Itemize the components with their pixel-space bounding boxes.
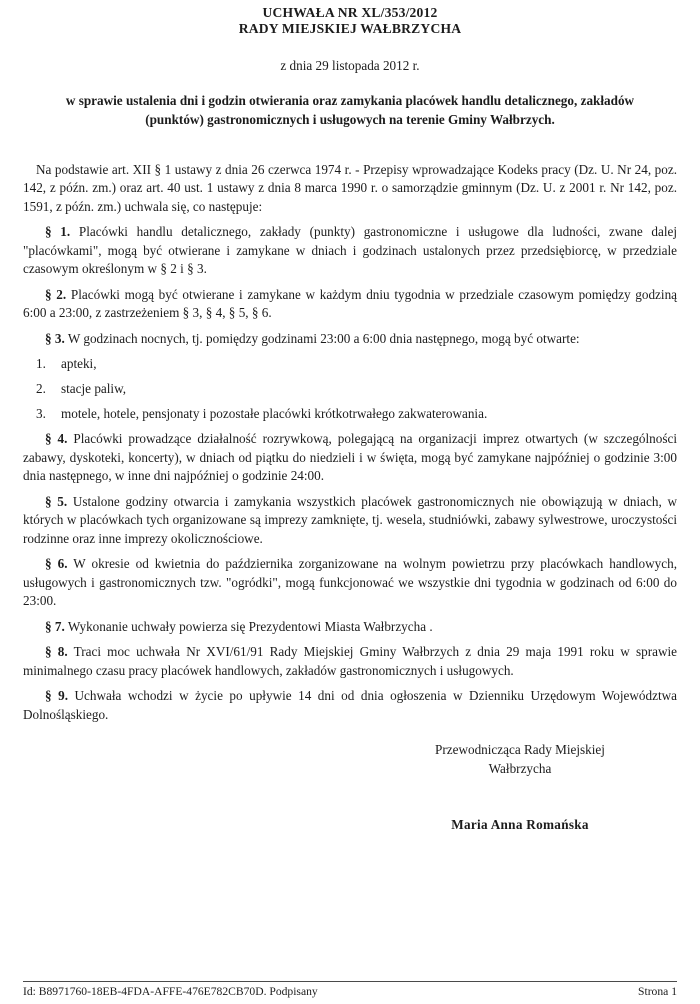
list-item-text-2: stacje paliw, [61,380,127,396]
section-number-6: § 6. [45,556,68,571]
section-paragraph-5 [23,493,677,549]
preamble-paragraph: Na podstawie art. XII § 1 ustawy z dnia 26 czerwca 1974 r. - Przepisy wprowadzające Kodeks pracy (Dz. U. Nr 24, poz. 142, z późn. zm.) oraz art. 40 ust. 1 ustawy z dnia 8 marca 1990 r. o samorządzie gminnym (Dz. U. z 2001 r. Nr 142, poz. 1591, z późn. zm.) uchwala się, co następuje: [23,161,677,214]
signature-role-line2: Wałbrzycha [488,761,552,776]
list-item-3 [23,405,677,424]
section-text-2: Placówki mogą być otwierane i zamykane w każdym dniu tygodnia w przedziale czasowym pomiędzy godziną 6:00 a 23:00, z zastrzeżeniem § 3, § 4, § 5, § 6. [23,286,678,320]
list-item-1 [23,355,677,374]
section-paragraph-8 [23,643,677,680]
list-item-number-1: 1. [36,355,46,371]
list-item-number-2: 2. [36,380,46,396]
section-number-7: § 7. [45,618,65,634]
section-paragraph-4 [23,430,677,486]
page-number: Strona 1 [638,985,677,998]
section-paragraph-1 [23,223,677,279]
section-text-5: Ustalone godziny otwarcia i zamykania wszystkich placówek gastronomicznych nie obowiązują w dniach, w których w placówkach tych organizowane są imprezy zamknięte, tj. wesela, studniówki, zabawy sylwestrowe, uroczystości rodzinne oraz inne imprezy okolicznościowe. [23,493,678,546]
section-text-1: Placówki handlu detalicznego, zakłady (punkty) gastronomiczne i usługowe dla ludności, zwane dalej "placówkami", mogą być otwierane i zamykane w dniach i godzinach ustalonych przez przedsiębiorcę, w przedziale czasowym określonym w § 2 i § 3. [23,224,677,276]
section-text-4: Placówki prowadzące działalność rozrywkową, polegającą na organizacji imprez otwartych (w szczególności zabawy, dyskoteki, koncerty), w dniach od piątku do niedzieli i w święta, mogą być zamykane najpóźniej o godzinie 3:00 dnia następnego, w inne dni najpóźniej o godzinie 24:00. [23,431,678,483]
signature-block [375,740,665,834]
list-item-number-3: 3. [36,405,46,421]
section-paragraph-6 [23,555,677,611]
section-number-5: § 5. [45,493,68,509]
section-number-1: § 1. [45,224,71,239]
section-paragraph-2 [23,286,677,323]
document-title-line1: UCHWAŁA NR XL/353/2012 [262,5,438,20]
section-text-8: Traci moc uchwała Nr XVI/61/91 Rady Miejskiej Gminy Wałbrzych z dnia 29 maja 1991 roku w sprawie minimalnego czasu pracy placówek handlowych, zakładów gastronomicznych i usługowych. [23,644,678,678]
document-subject: w sprawie ustalenia dni i godzin otwierania oraz zamykania placówek handlu detalicznego, zakładów (punktów) gastronomicznych i usługowych na terenie Gminy Wałbrzych. [65,92,635,127]
section-text-6: W okresie od kwietnia do października zorganizowane na wolnym powietrzu przy placówkach handlowych, usługowych i gastronomicznych tzw. "ogródki", mogą funkcjonować we wszystkie dni tygodnia w godzinach od 6:00 do 23:00. [23,556,678,608]
night-open-list [23,355,677,424]
section-paragraph-3 [23,330,677,349]
section-number-3: § 3. [45,330,65,346]
document-id: Id: B8971760-18EB-4FDA-AFFE-476E782CB70D. Podpisany [23,985,318,998]
section-text-7: Wykonanie uchwały powierza się Prezydentowi Miasta Wałbrzycha . [67,618,433,634]
page-footer [23,981,677,999]
list-item-text-1: apteki, [61,355,97,371]
document-date: z dnia 29 listopada 2012 r. [280,58,420,73]
section-number-4: § 4. [45,431,68,446]
list-item-text-3: motele, hotele, pensjonaty i pozostałe placówki krótkotrwałego zakwaterowania. [61,405,488,421]
section-text-9: Uchwała wchodzi w życie po upływie 14 dni od dnia ogłoszenia w Dzienniku Urzędowym Województwa Dolnośląskiego. [23,688,678,722]
list-item-2 [23,380,677,399]
section-number-2: § 2. [45,286,67,302]
document-body [23,161,677,725]
section-paragraph-9 [23,687,677,724]
document-title [23,5,677,37]
section-number-9: § 9. [45,688,68,703]
signature-name: Maria Anna Romańska [451,817,589,832]
document-title-line2: RADY MIEJSKIEJ WAŁBRZYCHA [238,21,462,36]
section-number-8: § 8. [45,644,68,659]
section-text-3: W godzinach nocnych, tj. pomiędzy godzinami 23:00 a 6:00 dnia następnego, mogą być otwarte: [67,330,580,346]
signature-role-line1: Przewodnicząca Rady Miejskiej [435,742,605,757]
section-paragraph-7 [23,618,677,637]
